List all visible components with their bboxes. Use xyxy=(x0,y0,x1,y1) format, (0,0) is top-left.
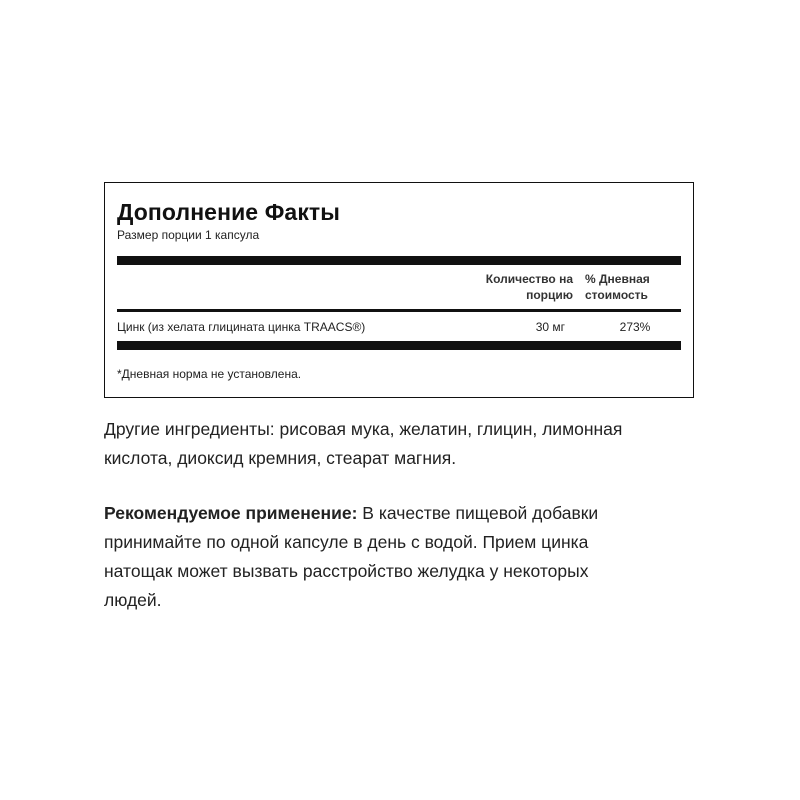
usage-line-first xyxy=(104,499,704,528)
column-header-amount-line2: порцию xyxy=(526,288,573,302)
serving-size: Размер порции 1 капсула xyxy=(117,228,260,242)
recommended-use xyxy=(104,499,704,615)
column-header-dv-line2: стоимость xyxy=(585,288,648,302)
ingredients-line: Другие ингредиенты: рисовая мука, желатин, глицин, лимонная xyxy=(104,419,623,439)
usage-line: людей. xyxy=(104,590,162,610)
usage-line: принимайте по одной капсуле в день с водой. Прием цинка xyxy=(104,532,589,552)
ingredients-line: кислота, диоксид кремния, стеарат магния. xyxy=(104,448,457,468)
column-header-dv-line1: % Дневная xyxy=(585,272,650,286)
divider-thick-top xyxy=(117,256,681,265)
usage-text: В качестве пищевой добавки xyxy=(357,503,599,523)
usage-label: Рекомендуемое применение: xyxy=(104,503,358,523)
usage-line: натощак может вызвать расстройство желудка у некоторых xyxy=(104,561,589,581)
facts-title: Дополнение Факты xyxy=(117,199,341,225)
nutrient-amount: 30 мг xyxy=(535,320,565,334)
nutrient-daily-value: 273% xyxy=(619,320,651,334)
other-ingredients xyxy=(104,415,704,473)
footnote: *Дневная норма не установлена. xyxy=(117,367,302,381)
divider-thick-bottom xyxy=(117,341,681,350)
divider-thin xyxy=(117,309,681,312)
supplement-facts-panel xyxy=(104,182,694,398)
column-header-amount xyxy=(455,271,573,303)
column-header-daily-value xyxy=(585,271,685,303)
column-header-amount-line1: Количество на xyxy=(485,272,573,286)
nutrient-name: Цинк (из хелата глицината цинка TRAACS®) xyxy=(117,320,366,334)
